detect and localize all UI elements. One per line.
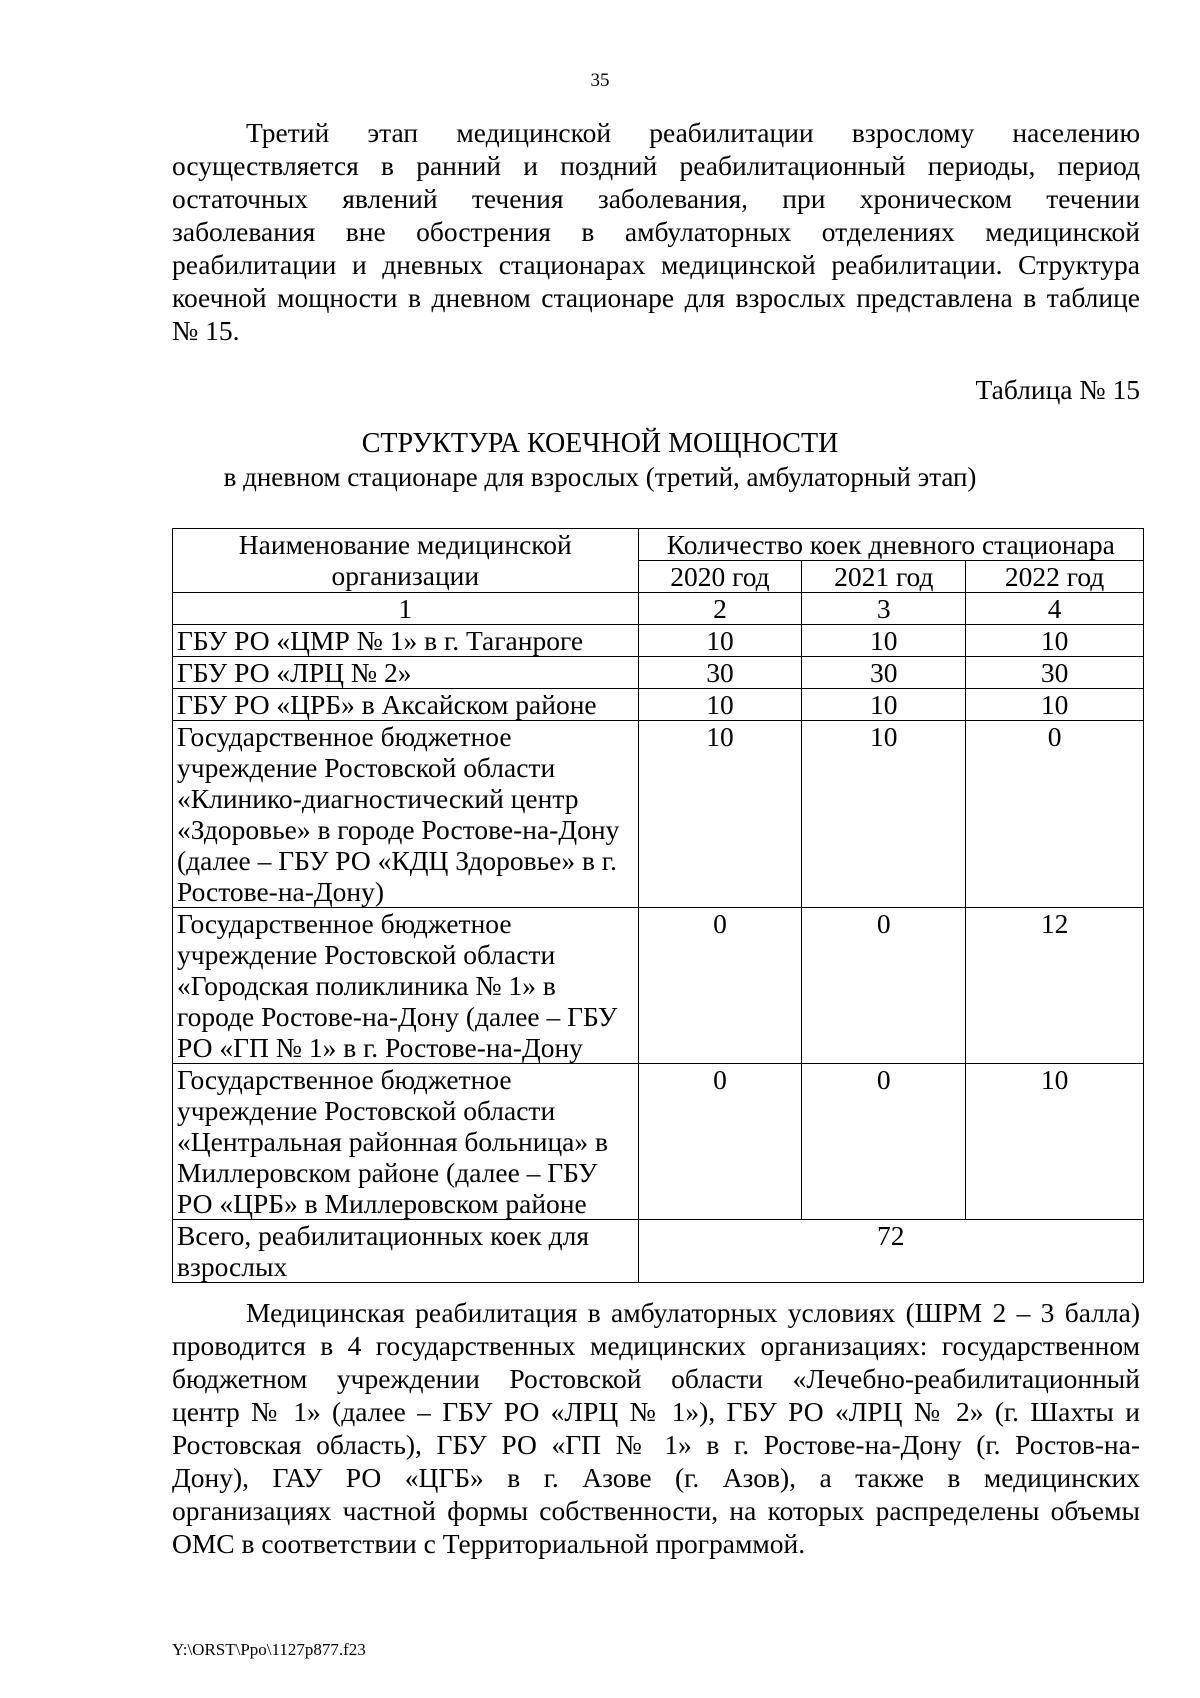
table-row xyxy=(173,625,1144,657)
table-row xyxy=(173,657,1144,689)
table-title: СТРУКТУРА КОЕЧНОЙ МОЩНОСТИ xyxy=(361,428,839,459)
table-column-numbers-row xyxy=(173,593,1144,625)
paragraph-line: ОМС в соответствии с Территориальной программой. xyxy=(172,1528,806,1559)
paragraph-line: № 15. xyxy=(172,315,240,346)
paragraph-line: остаточных явлений течения заболевания, при хроническом течении xyxy=(172,183,1140,214)
table-row xyxy=(173,689,1144,721)
table-label: Таблица № 15 xyxy=(975,374,1140,405)
paragraph-line: заболевания вне обострения в амбулаторных отделениях медицинской xyxy=(172,216,1140,247)
table-header-row xyxy=(173,529,1144,561)
value-cell: 10 xyxy=(802,625,966,657)
column-number: 1 xyxy=(173,593,639,625)
value-cell: 10 xyxy=(638,721,802,908)
paragraph-line: реабилитации и дневных стационарах медицинской реабилитации. Структура xyxy=(172,249,1140,280)
table-subtitle: в дневном стационаре для взрослых (третий, амбулаторный этап) xyxy=(223,462,977,492)
second-paragraph xyxy=(172,1296,1140,1560)
value-cell: 0 xyxy=(966,721,1144,908)
column-number: 2 xyxy=(638,593,802,625)
page-number: 35 xyxy=(590,70,610,91)
org-name-cell: Государственное бюджетное учреждение Ростовской области «Клинико-диагностический центр «Здоровье» в городе Ростове-на-Дону (далее – ГБУ РО «КДЦ Здоровье» в г. Ростове-на-Дону) xyxy=(173,721,639,908)
paragraph-line: организациях частной формы собственности, на которых распределены объемы xyxy=(172,1495,1140,1526)
value-cell: 10 xyxy=(638,625,802,657)
value-cell: 10 xyxy=(802,689,966,721)
paragraph-line: Медицинская реабилитация в амбулаторных условиях (ШРМ 2 – 3 балла) xyxy=(246,1297,1140,1328)
value-cell: 10 xyxy=(966,689,1144,721)
header-year-2020: 2020 год xyxy=(638,561,802,593)
bed-capacity-table xyxy=(172,528,1144,1283)
header-year-2021: 2021 год xyxy=(802,561,966,593)
org-name-cell: Государственное бюджетное учреждение Ростовской области «Центральная районная больница» в Миллеровском районе (далее – ГБУ РО «ЦРБ» в Миллеровском районе xyxy=(173,1064,639,1220)
value-cell: 10 xyxy=(966,1064,1144,1220)
paragraph-line: коечной мощности в дневном стационаре для взрослых представлена в таблице xyxy=(172,282,1140,313)
header-org-name: Наименование медицинской организации xyxy=(173,529,639,593)
paragraph-line: Дону), ГАУ РО «ЦГБ» в г. Азове (г. Азов), а также в медицинских xyxy=(172,1462,1140,1493)
footer-file-path: Y:\ORST\Ppo\1127p877.f23 xyxy=(172,1640,366,1659)
table-row xyxy=(173,908,1144,1064)
value-cell: 30 xyxy=(966,657,1144,689)
intro-paragraph xyxy=(172,116,1140,347)
total-value: 72 xyxy=(638,1220,1143,1283)
value-cell: 30 xyxy=(638,657,802,689)
table-total-row xyxy=(173,1220,1144,1283)
value-cell: 0 xyxy=(638,1064,802,1220)
value-cell: 30 xyxy=(802,657,966,689)
paragraph-line: проводится в 4 государственных медицинских организациях: государственном xyxy=(172,1330,1140,1361)
paragraph-line: центр № 1» (далее – ГБУ РО «ЛРЦ № 1»), ГБУ РО «ЛРЦ № 2» (г. Шахты и xyxy=(172,1396,1140,1427)
org-name-cell: ГБУ РО «ЛРЦ № 2» xyxy=(173,657,639,689)
org-name-cell: ГБУ РО «ЦМР № 1» в г. Таганроге xyxy=(173,625,639,657)
paragraph-line: Третий этап медицинской реабилитации взрослому населению xyxy=(246,117,1140,148)
value-cell: 0 xyxy=(802,908,966,1064)
value-cell: 10 xyxy=(638,689,802,721)
value-cell: 0 xyxy=(638,908,802,1064)
paragraph-line: бюджетном учреждении Ростовской области «Лечебно-реабилитационный xyxy=(172,1363,1140,1394)
header-year-2022: 2022 год xyxy=(966,561,1144,593)
value-cell: 12 xyxy=(966,908,1144,1064)
table-row xyxy=(173,721,1144,908)
table-row xyxy=(173,1064,1144,1220)
paragraph-line: Ростовская область), ГБУ РО «ГП № 1» в г. Ростове-на-Дону (г. Ростов-на- xyxy=(172,1429,1140,1460)
value-cell: 0 xyxy=(802,1064,966,1220)
value-cell: 10 xyxy=(802,721,966,908)
org-name-cell: ГБУ РО «ЦРБ» в Аксайском районе xyxy=(173,689,639,721)
header-bed-count: Количество коек дневного стационара xyxy=(638,529,1143,561)
org-name-cell: Государственное бюджетное учреждение Ростовской области «Городская поликлиника № 1» в городе Ростове-на-Дону (далее – ГБУ РО «ГП № 1» в г. Ростове-на-Дону xyxy=(173,908,639,1064)
column-number: 3 xyxy=(802,593,966,625)
total-label: Всего, реабилитационных коек для взрослых xyxy=(173,1220,639,1283)
paragraph-line: осуществляется в ранний и поздний реабилитационный периоды, период xyxy=(172,150,1140,181)
value-cell: 10 xyxy=(966,625,1144,657)
column-number: 4 xyxy=(966,593,1144,625)
